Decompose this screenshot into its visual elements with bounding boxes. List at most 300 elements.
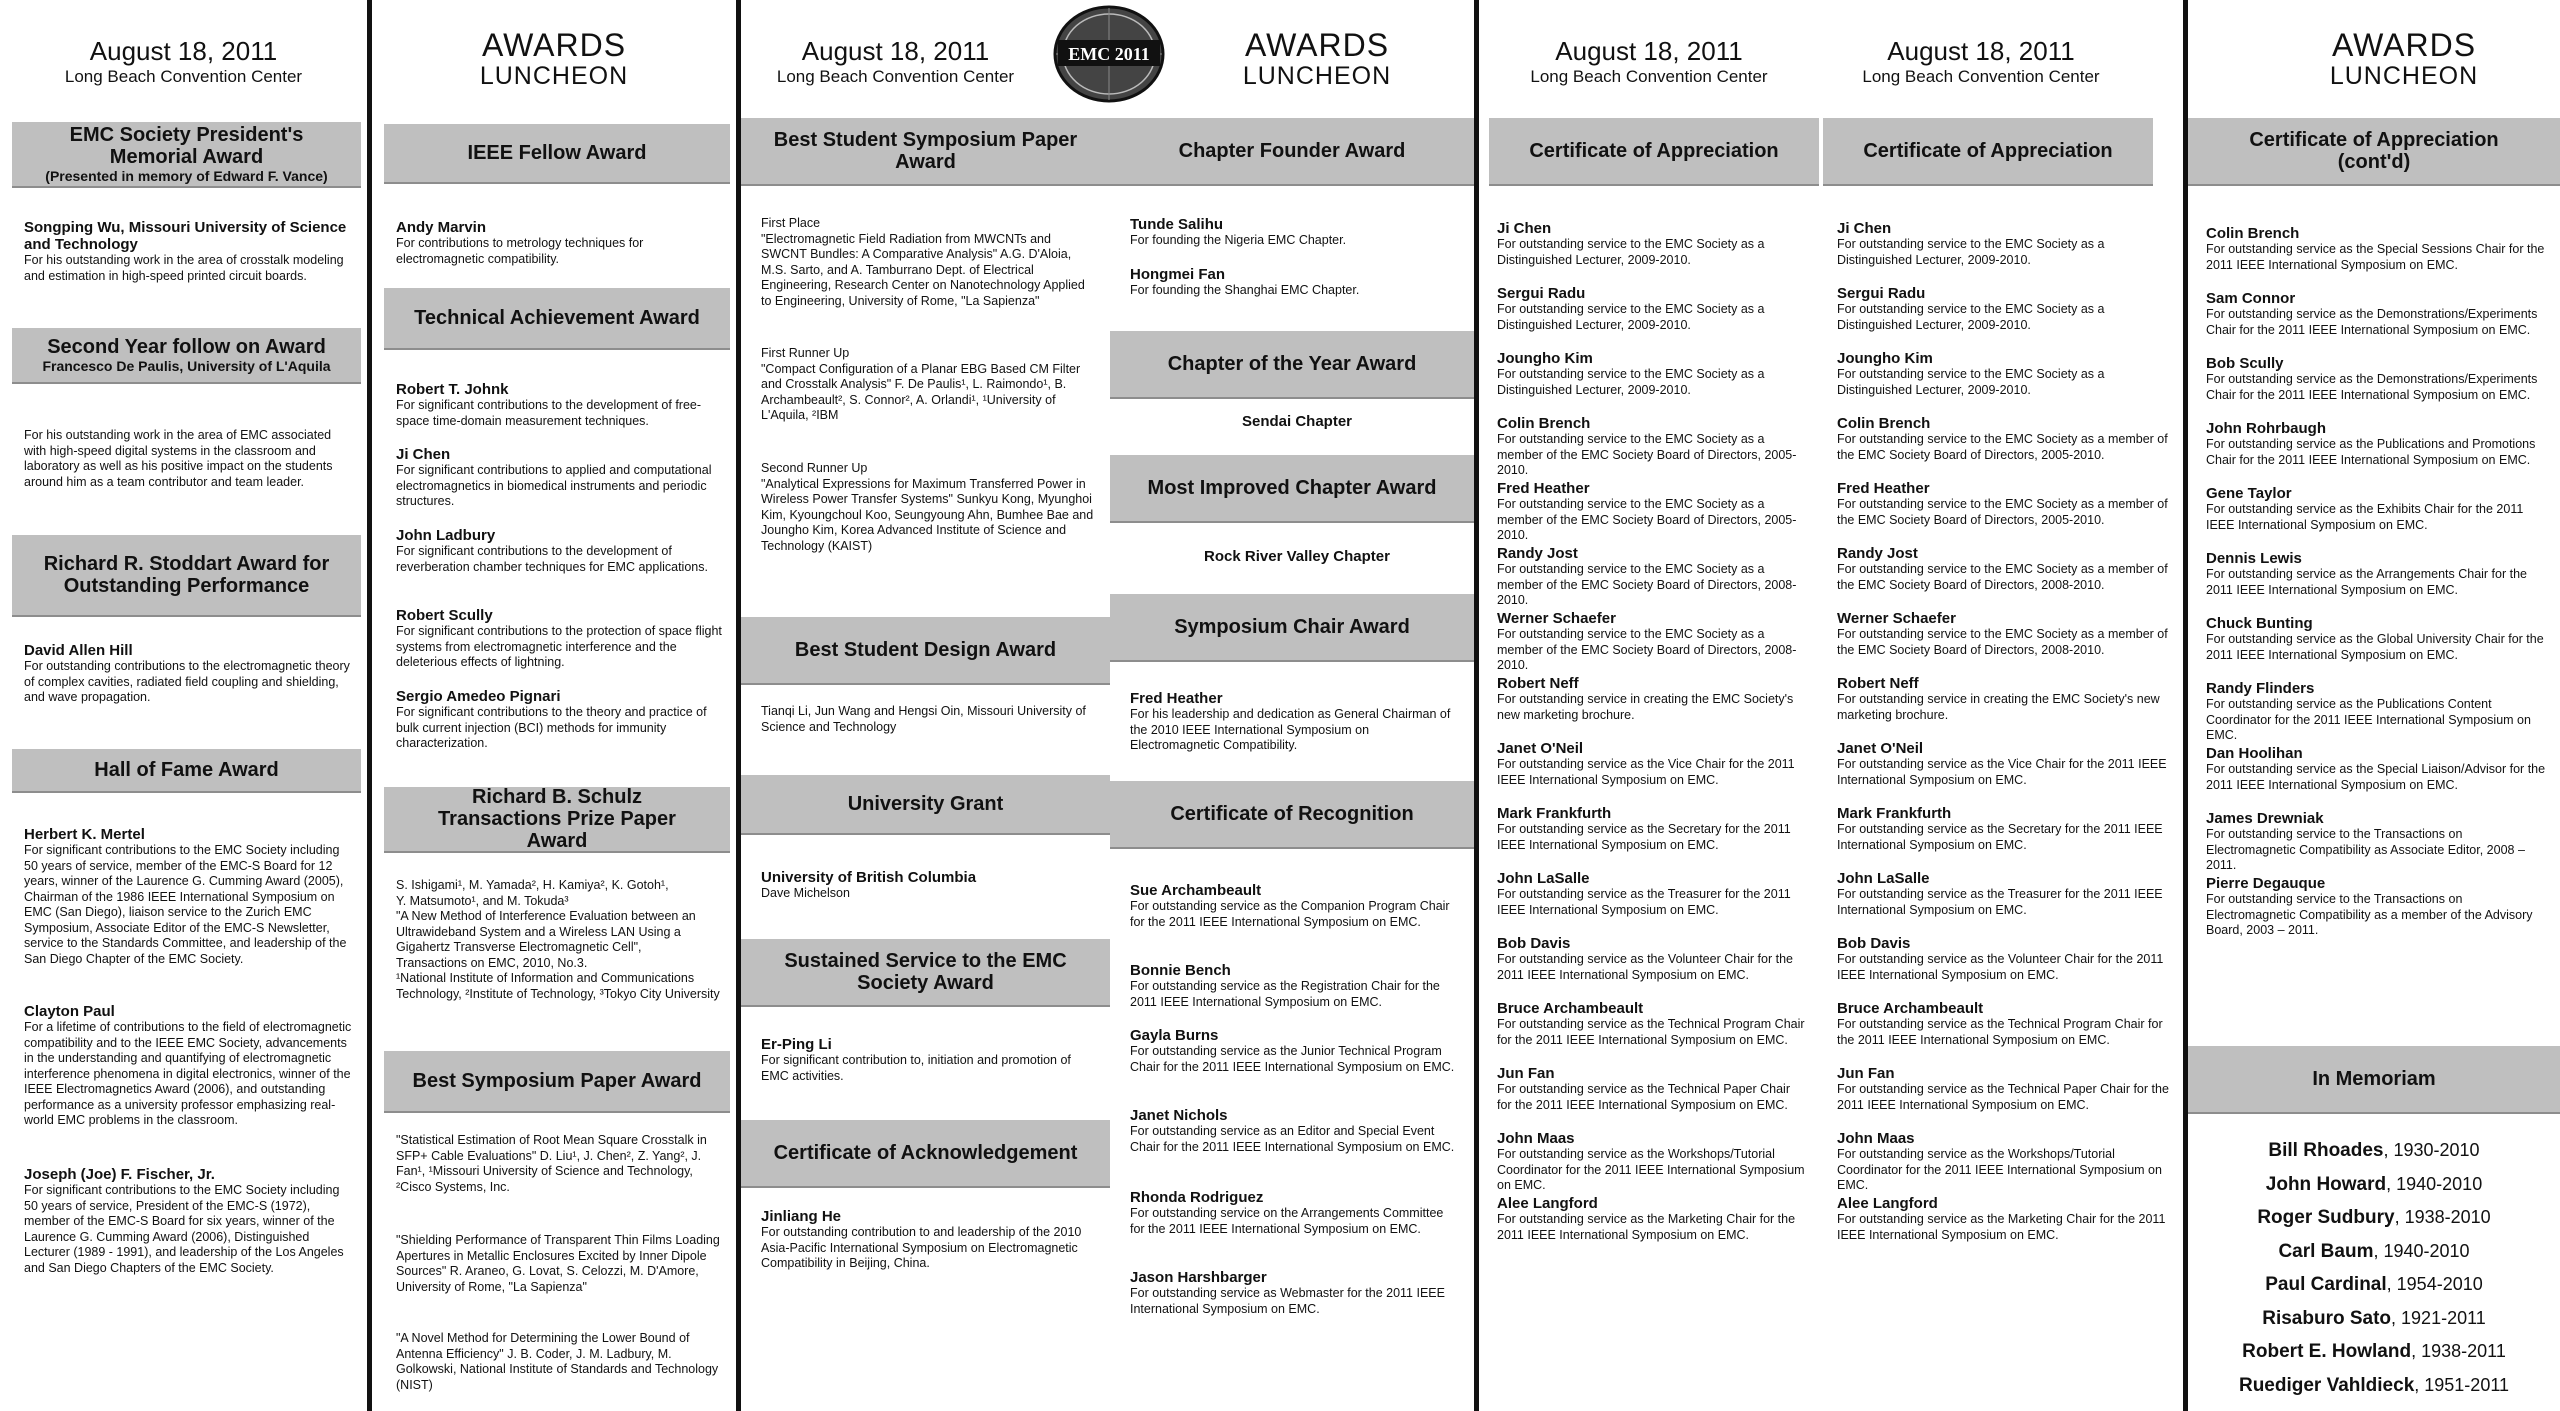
section-chapter-founder: [1110, 118, 1474, 184]
section-title: Certificate of Recognition: [1170, 803, 1414, 825]
awardee-name: Herbert K. Mertel: [24, 826, 145, 843]
memoriam-name: Ruediger Vahldieck: [2238, 1374, 2415, 1396]
award-citation: For outstanding service as the Special Liaison/Advisor for the 2011 IEEE International Symposium on EMC.: [2206, 762, 2546, 792]
awardee-name: Janet Nichols: [1130, 1107, 1228, 1124]
award-citation: For outstanding service on the Arrangements Committee for the 2011 IEEE International Symposium on EMC.: [1130, 1206, 1444, 1236]
award-citation: For significant contributions to the EMC Society including 50 years of service, President of the EMC-S (1972), member of the EMC-S Board for six years, winner of the Laurence G. Cumming Award (2006), Distinguished Lecturer (1989 - 1991), and leadership of the Los Angeles and San Diego Chapters of the EMC Society.: [24, 1183, 344, 1275]
paper-line: ¹National Institute of Information and Communications Technology, ²Institute of Technology, ³Tokyo City University: [396, 971, 720, 1001]
award-entry: [761, 1036, 1096, 1084]
section-symposium-chair: [1110, 594, 1474, 660]
paper-citation: "Analytical Expressions for Maximum Transferred Power in Wireless Power Transfer Systems" Sunkyu Kong, Myunghoi Kim, Kyoungchoul Koo, Seungyoung Ahn, Bumhee Bae and Joungho Kim, Korea Advanced Institute of Science and Technology (KAIST): [761, 476, 1094, 553]
award-citation: For outstanding service as the Workshops/Tutorial Coordinator for the 2011 IEEE International Symposium on EMC.: [1837, 1147, 2162, 1192]
awardee-name: Werner Schaefer: [1837, 610, 1956, 627]
section-title: Hall of Fame Award: [94, 759, 279, 781]
section-appreciation: [1489, 118, 1819, 184]
award-entry: [2206, 485, 2546, 533]
award-citation: For outstanding service as the Treasurer for the 2011 IEEE International Symposium on EMC.: [1497, 887, 1791, 917]
memoriam-name: Risaburo Sato: [2262, 1307, 2392, 1329]
award-citation: For outstanding service to the EMC Society as a member of the EMC Society Board of Directors, 2005-2010.: [1497, 497, 1797, 542]
award-entry: [396, 1331, 722, 1393]
section-ieee-fellow: [384, 124, 730, 182]
section-title: Second Year follow on Award: [47, 336, 326, 358]
awardee-name: Sergio Amedeo Pignari: [396, 688, 561, 705]
award-entry: [1837, 415, 2169, 463]
section-subtitle: Francesco De Paulis, University of L'Aquila: [42, 358, 331, 374]
award-citation: For outstanding service as the Secretary for the 2011 IEEE International Symposium on EMC.: [1837, 822, 2163, 852]
section-title: Symposium Chair Award: [1174, 616, 1410, 638]
award-citation: For significant contributions to the protection of space flight systems from electromagnetic interference and the deleterious effects of lightning.: [396, 624, 722, 669]
awardee-name: Robert T. Johnk: [396, 381, 509, 398]
placement-label: First Runner Up: [761, 346, 850, 360]
memoriam-name: Robert E. Howland: [2242, 1341, 2412, 1362]
award-entry: [1130, 1189, 1460, 1237]
award-entry: [1837, 1000, 2169, 1048]
award-entry: [1837, 610, 2169, 658]
award-citation: For outstanding service to the EMC Society as a Distinguished Lecturer, 2009-2010.: [1837, 302, 2105, 332]
panel-col5: [1479, 0, 1819, 1411]
awardee-name: Rhonda Rodriguez: [1130, 1189, 1264, 1206]
award-entry: [761, 346, 1096, 424]
award-entry: [1837, 805, 2169, 853]
award-citation: For outstanding service as the Treasurer for the 2011 IEEE International Symposium on EMC.: [1837, 887, 2163, 917]
award-entry: [2206, 680, 2546, 744]
award-citation: For his outstanding work in the area of EMC associated with high-speed digital systems in the classroom and laboratory as well as his positive impact on the students around him as a team contributor and team leader.: [24, 428, 333, 489]
section-recognition: [1110, 781, 1474, 847]
award-entry: [1837, 935, 2169, 983]
panel-col7: [2188, 0, 2560, 1411]
awardee-name: Er-Ping Li: [761, 1036, 832, 1053]
section-title: Best Symposium Paper Award: [412, 1070, 702, 1092]
section-acknowledgement: [741, 1120, 1110, 1186]
awardee-name: Sue Archambeault: [1130, 882, 1262, 899]
award-entry: [2206, 290, 2546, 338]
award-entry: [24, 642, 353, 706]
section-best-student-design: [741, 617, 1110, 683]
award-citation: For founding the Nigeria EMC Chapter.: [1130, 233, 1347, 247]
award-citation: For outstanding service as the Technical Program Chair for the 2011 IEEE International Symposium on EMC.: [1497, 1017, 1805, 1047]
section-title: Chapter of the Year Award: [1167, 353, 1417, 375]
award-entry: [24, 1003, 353, 1129]
award-entry: [761, 461, 1096, 554]
section-second-year-award: [12, 328, 361, 382]
awardee-name: University of British Columbia: [761, 869, 977, 886]
awardee-name: Joungho Kim: [1497, 350, 1593, 367]
awardee-name: John LaSalle: [1837, 870, 1930, 887]
award-citation: For outstanding service as the Demonstrations/Experiments Chair for the 2011 IEEE International Symposium on EMC.: [2206, 372, 2538, 402]
award-citation: For outstanding service to the EMC Society as a member of the EMC Society Board of Directors, 2008-2010.: [1497, 562, 1797, 607]
award-citation: For outstanding service as the Technical Paper Chair for the 2011 IEEE International Symposium on EMC.: [1497, 1082, 1790, 1112]
awardee-name: Sergui Radu: [1837, 285, 1926, 302]
section-title: EMC Society President's Memorial Award: [69, 124, 304, 168]
chapter-name: Sendai Chapter: [1241, 413, 1353, 430]
event-location: Long Beach Convention Center: [776, 67, 1015, 86]
awardee-name: Jinliang He: [761, 1208, 842, 1225]
event-date: August 18, 2011: [1887, 36, 2075, 66]
awardee-name: John Rohrbaugh: [2206, 420, 2326, 437]
section-appreciation-contd: [2188, 118, 2560, 184]
section-title: Certificate of Acknowledgement: [773, 1142, 1078, 1164]
section-title: Certificate of Appreciation: [1529, 140, 1779, 162]
award-citation: For outstanding service as Webmaster for the 2011 IEEE International Symposium on EMC.: [1130, 1286, 1445, 1316]
award-citation: For outstanding service to the EMC Society as a member of the EMC Society Board of Directors, 2005-2010.: [1497, 432, 1797, 477]
paper-line: S. Ishigami¹, M. Yamada², H. Kamiya², K. Gotoh¹,: [396, 878, 669, 892]
event-date: August 18, 2011: [801, 36, 990, 66]
chapter-name: Rock River Valley Chapter: [1204, 548, 1390, 565]
event-location: Long Beach Convention Center: [1530, 67, 1768, 86]
section-title: Richard R. Stoddart Award for Outstanding Performance: [43, 553, 330, 597]
panel-col1: [0, 0, 367, 1411]
award-citation: For outstanding service to the EMC Society as a Distinguished Lecturer, 2009-2010.: [1497, 302, 1765, 332]
section-title: Best Student Design Award: [794, 639, 1057, 661]
award-citation: For outstanding service as the Secretary for the 2011 IEEE International Symposium on EMC.: [1497, 822, 1791, 852]
award-citation: For significant contributions to the development of free-space time-domain measurement techniques.: [396, 398, 702, 428]
section-title: University Grant: [847, 793, 1004, 815]
section-subtitle: (Presented in memory of Edward F. Vance): [45, 168, 328, 184]
memoriam-name: John Howard: [2265, 1173, 2387, 1195]
awardee-name: Colin Brench: [1837, 415, 1931, 432]
memoriam-years: , 1930-2010: [2383, 1140, 2480, 1160]
section-best-student-paper: [741, 118, 1110, 184]
award-entry: [1497, 220, 1805, 268]
award-entry: [1497, 285, 1805, 333]
award-citation: For significant contributions to the theory and practice of bulk current injection (BCI) methods for immunity characterization.: [396, 705, 707, 750]
awardee-name: Janet O'Neil: [1497, 740, 1584, 757]
section-presidents-award: [12, 122, 361, 186]
award-entry: [396, 688, 722, 752]
panel-header: [1160, 0, 1474, 112]
event-location: Long Beach Convention Center: [1862, 67, 2100, 86]
panel-col2: [372, 0, 736, 1411]
award-entry: [1497, 480, 1805, 544]
award-entry: [2206, 420, 2546, 468]
memoriam-row: [2188, 1268, 2560, 1302]
luncheon-heading: LUNCHEON: [1242, 62, 1392, 90]
event-date: August 18, 2011: [89, 36, 278, 66]
award-entry: [1497, 545, 1805, 609]
section-title: Richard B. Schulz Transactions Prize Paper Award: [438, 786, 676, 852]
award-entry: [1130, 1107, 1460, 1155]
section-in-memoriam: [2188, 1046, 2560, 1112]
award-citation: For contributions to metrology techniques for electromagnetic compatibility.: [396, 236, 644, 266]
awardee-name: Jun Fan: [1497, 1065, 1555, 1082]
awardee-name: Ji Chen: [1497, 220, 1552, 237]
awardee-name: Alee Langford: [1837, 1195, 1938, 1212]
awardee-name: Chuck Bunting: [2206, 615, 2313, 632]
award-entry: [2206, 745, 2546, 793]
award-entry: [2206, 810, 2546, 874]
award-citation: For outstanding service as the Registration Chair for the 2011 IEEE International Symposium on EMC.: [1130, 979, 1440, 1009]
awardee-name: Bruce Archambeault: [1497, 1000, 1644, 1017]
awardee-name: Tunde Salihu: [1130, 216, 1224, 233]
awardee-name: Hongmei Fan: [1130, 266, 1226, 283]
award-citation: For outstanding service as the Demonstrations/Experiments Chair for the 2011 IEEE International Symposium on EMC.: [2206, 307, 2538, 337]
award-entry: [2206, 875, 2546, 939]
award-citation: Tianqi Li, Jun Wang and Hengsi Oin, Missouri University of Science and Technology: [761, 704, 1086, 734]
section-title: Sustained Service to the EMC Society Award: [784, 950, 1067, 994]
award-entry: [761, 869, 1096, 902]
event-location: Long Beach Convention Center: [64, 67, 303, 86]
memoriam-name: Roger Sudbury: [2257, 1207, 2395, 1228]
paper-line: "A New Method of Interference Evaluation between an Ultrawideband System and a Wireless LAN Using a Gigahertz Transverse Electromagnetic Cell",: [396, 909, 696, 954]
award-entry: [396, 878, 722, 1002]
awardee-name: Sergui Radu: [1497, 285, 1586, 302]
awardee-name: James Drewniak: [2206, 810, 2324, 827]
award-entry: [1130, 962, 1460, 1010]
award-entry: [1130, 882, 1460, 930]
award-entry: [1497, 675, 1805, 723]
award-entry: [2206, 615, 2546, 663]
luncheon-heading: LUNCHEON: [479, 62, 629, 90]
award-entry: [396, 219, 722, 267]
award-citation: For a lifetime of contributions to the field of electromagnetic compatibility and to the IEEE EMC Society, advancements in the understanding and quantifying of electromagnetic interference phenomena in digital electronics, winner of the IEEE Electromagnetics Award (2006), and outstanding performance as a university professor emphasizing real-world EMC problems in the classroom.: [24, 1020, 352, 1127]
section-best-symposium-paper: [384, 1051, 730, 1111]
awardee-name: Songping Wu, Missouri University of Science and Technology: [24, 219, 347, 253]
award-citation: For outstanding service to the EMC Society as a member of the EMC Society Board of Directors, 2008-2010.: [1837, 562, 2168, 592]
award-entry: [1497, 1065, 1805, 1113]
memoriam-names: [2188, 1134, 2560, 1402]
award-entry: [1497, 415, 1805, 479]
awardee-name: Joseph (Joe) F. Fischer, Jr.: [24, 1166, 215, 1183]
panel-header: [2248, 0, 2560, 112]
awardee-name: Joungho Kim: [1837, 350, 1933, 367]
awardee-name: Pierre Degauque: [2206, 875, 2326, 892]
section-appreciation: [1823, 118, 2153, 184]
award-citation: For outstanding service as the Publications Content Coordinator for the 2011 IEEE International Symposium on EMC.: [2206, 697, 2531, 742]
awardee-name: Clayton Paul: [24, 1003, 115, 1020]
award-citation: For his leadership and dedication as General Chairman of the 2010 IEEE International Symposium on Electromagnetic Compatibility.: [1130, 707, 1451, 752]
award-entry: [1130, 690, 1460, 754]
award-entry: [1497, 350, 1805, 398]
award-entry: [1497, 1000, 1805, 1048]
section-title: Most Improved Chapter Award: [1147, 477, 1437, 499]
section-title: Certificate of Appreciation: [1863, 140, 2113, 162]
section-chapter-of-year: [1110, 331, 1474, 397]
award-entry: [1837, 870, 2169, 918]
award-entry: [1837, 350, 2169, 398]
awardee-name: Mark Frankfurth: [1837, 805, 1952, 822]
award-entry: [1837, 1065, 2169, 1113]
award-citation: For outstanding service to the EMC Society as a Distinguished Lecturer, 2009-2010.: [1837, 237, 2105, 267]
awardee-name: Janet O'Neil: [1837, 740, 1924, 757]
award-citation: For outstanding service as the Arrangements Chair for the 2011 IEEE International Symposium on EMC.: [2206, 567, 2527, 597]
memoriam-name: Carl Baum: [2278, 1240, 2374, 1262]
panel-header: [741, 0, 1050, 112]
event-date: August 18, 2011: [1555, 36, 1743, 66]
awards-heading: AWARDS: [1244, 27, 1390, 63]
awardee-name: Gene Taylor: [2206, 485, 2292, 502]
awardee-name: Mark Frankfurth: [1497, 805, 1612, 822]
award-citation: For outstanding service as the Vice Chair for the 2011 IEEE International Symposium on EMC.: [1837, 757, 2167, 787]
section-sustained-service: [741, 939, 1110, 1005]
awardee-name: John Ladbury: [396, 527, 496, 544]
award-entry: [1130, 1027, 1460, 1075]
award-citation: For outstanding service as the Vice Chair for the 2011 IEEE International Symposium on EMC.: [1497, 757, 1795, 787]
award-entry: [1497, 805, 1805, 853]
award-citation: For outstanding service as the Workshops/Tutorial Coordinator for the 2011 IEEE International Symposium on EMC.: [1497, 1147, 1805, 1192]
award-citation: For founding the Shanghai EMC Chapter.: [1130, 283, 1360, 297]
award-entry: [1497, 935, 1805, 983]
award-citation: For significant contribution to, initiation and promotion of EMC activities.: [761, 1053, 1071, 1083]
award-citation: For outstanding service to the Transactions on Electromagnetic Compatibility as Associate Editor, 2008 – 2011.: [2206, 827, 2525, 872]
awardee-name: Gayla Burns: [1130, 1027, 1219, 1044]
award-entry: [2206, 550, 2546, 598]
placement-label: First Place: [761, 216, 821, 230]
section-hall-of-fame: [12, 749, 361, 791]
award-citation: For outstanding service to the EMC Society as a Distinguished Lecturer, 2009-2010.: [1837, 367, 2105, 397]
awardee-name: Randy Jost: [1497, 545, 1578, 562]
award-entry: [396, 446, 722, 510]
award-entry: [1497, 740, 1805, 788]
award-citation: For his outstanding work in the area of crosstalk modeling and estimation in high-speed printed circuit boards.: [24, 253, 344, 283]
section-technical-achievement: [384, 288, 730, 348]
memoriam-years: , 1951-2011: [2414, 1374, 2510, 1395]
awardee-name: Colin Brench: [1497, 415, 1591, 432]
award-citation: For outstanding service as the Junior Technical Program Chair for the 2011 IEEE International Symposium on EMC.: [1130, 1044, 1455, 1074]
award-citation: For outstanding service in creating the EMC Society's new marketing brochure.: [1837, 692, 2160, 722]
paper-citation: "Shielding Performance of Transparent Thin Films Loading Apertures in Metallic Enclosures Excited by Inner Dipole Sources" R. Araneo, G. Lovat, S. Celozzi, M. D'Amore, University of Rome, "La Sapienza": [396, 1233, 720, 1294]
memoriam-row: [2188, 1369, 2560, 1403]
award-entry: [396, 1133, 722, 1195]
panel-header: [1819, 0, 2143, 112]
award-citation: For outstanding service to the EMC Society as a member of the EMC Society Board of Directors, 2005-2010.: [1837, 497, 2168, 527]
award-citation: For outstanding service as the Volunteer Chair for the 2011 IEEE International Symposium on EMC.: [1837, 952, 2164, 982]
memoriam-years: , 1954-2010: [2386, 1274, 2483, 1294]
award-citation: For outstanding service as the Companion Program Chair for the 2011 IEEE International Symposium on EMC.: [1130, 899, 1450, 929]
awardee-name: John LaSalle: [1497, 870, 1590, 887]
awardee-name: Dennis Lewis: [2206, 550, 2302, 567]
paper-citation: "Statistical Estimation of Root Mean Square Crosstalk in SFP+ Cable Evaluations" D. Liu¹, J. Chen², Z. Yang², J. Fan¹, ¹Missouri University of Science and Technology, ²Cisco Systems, Inc.: [396, 1133, 707, 1194]
section-title: Certificate of Appreciation (cont'd): [2249, 129, 2499, 173]
awardee-name: Alee Langford: [1497, 1195, 1598, 1212]
memoriam-row: [2188, 1302, 2560, 1336]
awardee-name: Ji Chen: [396, 446, 451, 463]
memoriam-row: [2188, 1168, 2560, 1202]
award-entry: [1837, 480, 2169, 528]
section-title: Chapter Founder Award: [1178, 140, 1406, 162]
awardee-name: Bob Scully: [2206, 355, 2284, 372]
award-entry: [1837, 740, 2169, 788]
award-entry: [1130, 1269, 1460, 1317]
award-entry: [761, 704, 1096, 735]
award-citation: For outstanding service as an Editor and Special Event Chair for the 2011 IEEE International Symposium on EMC.: [1130, 1124, 1455, 1154]
placement-label: Second Runner Up: [761, 461, 868, 475]
section-most-improved: [1110, 455, 1474, 521]
panel-header: [0, 0, 367, 112]
award-citation: For outstanding service to the EMC Society as a member of the EMC Society Board of Directors, 2005-2010.: [1837, 432, 2168, 462]
awardee-name: Bruce Archambeault: [1837, 1000, 1984, 1017]
memoriam-row: [2188, 1335, 2560, 1369]
award-entry: [396, 1233, 722, 1295]
awardee-name: Fred Heather: [1837, 480, 1930, 497]
award-citation: For outstanding service to the EMC Society as a member of the EMC Society Board of Directors, 2008-2010.: [1837, 627, 2168, 657]
award-entry: [2206, 225, 2546, 273]
memoriam-name: Bill Rhoades: [2268, 1140, 2384, 1161]
paper-line: Y. Matsumoto¹, and M. Tokuda³: [396, 893, 569, 908]
award-citation: For outstanding service to the EMC Society as a Distinguished Lecturer, 2009-2010.: [1497, 367, 1765, 397]
award-entry: [2206, 355, 2546, 403]
awardee-name: Fred Heather: [1130, 690, 1223, 707]
section-stoddart-award: [12, 535, 361, 615]
award-citation: For outstanding service as the Exhibits Chair for the 2011 IEEE International Symposium on EMC.: [2206, 502, 2524, 532]
award-entry: [396, 381, 722, 429]
award-citation: For outstanding service to the EMC Society as a member of the EMC Society Board of Directors, 2008-2010.: [1497, 627, 1797, 672]
award-citation: For outstanding service as the Technical Paper Chair for the 2011 IEEE International Symposium on EMC.: [1837, 1082, 2169, 1112]
panel-col3: [741, 0, 1110, 1411]
award-entry: [1497, 610, 1805, 674]
award-citation: For outstanding service as the Publications and Promotions Chair for the 2011 IEEE International Symposium on EMC.: [2206, 437, 2536, 467]
award-citation: For outstanding service as the Marketing Chair for the 2011 IEEE International Symposium on EMC.: [1497, 1212, 1796, 1242]
award-entry: [1497, 1195, 1805, 1243]
memoriam-years: , 1938-2011: [2411, 1341, 2506, 1361]
award-entry: [1837, 675, 2169, 723]
award-entry: [1130, 216, 1460, 249]
award-citation: For outstanding service as the Marketing Chair for the 2011 IEEE International Symposium on EMC.: [1837, 1212, 2166, 1242]
award-citation: For outstanding contribution to and leadership of the 2010 Asia-Pacific International Symposium on Electromagnetic Compatibility in Beijing, China.: [761, 1225, 1082, 1270]
logo-text: EMC 2011: [1068, 44, 1150, 64]
award-entry: [396, 527, 722, 575]
awardee-name: Robert Neff: [1837, 675, 1919, 692]
award-citation: For outstanding service as the Technical Program Chair for the 2011 IEEE International Symposium on EMC.: [1837, 1017, 2163, 1047]
section-title: Best Student Symposium Paper Award: [773, 129, 1078, 173]
awardee-name: David Allen Hill: [24, 642, 133, 659]
award-entry: [1130, 266, 1460, 299]
awardee-name: Fred Heather: [1497, 480, 1590, 497]
awardee-name: Sam Connor: [2206, 290, 2296, 307]
award-citation: For outstanding service as the Global University Chair for the 2011 IEEE International Symposium on EMC.: [2206, 632, 2544, 662]
memoriam-row: [2188, 1235, 2560, 1269]
award-entry: [396, 607, 722, 671]
awardee-name: Randy Flinders: [2206, 680, 2315, 697]
paper-citation: "Compact Configuration of a Planar EBG Based CM Filter and Crosstalk Analysis" F. De Paulis¹, L. Raimondo¹, B. Archambeault², S. Connor², A. Orlandi¹, ¹University of L'Aquila, ²IBM: [761, 361, 1081, 422]
awardee-name: Werner Schaefer: [1497, 610, 1616, 627]
award-entry: [24, 219, 353, 284]
memoriam-row: [2188, 1134, 2560, 1168]
award-entry: [1497, 870, 1805, 918]
section-university-grant: [741, 775, 1110, 833]
award-entry: [1837, 285, 2169, 333]
award-citation: For significant contributions to the EMC Society including 50 years of service, member of the EMC-S Board for 12 years, winner of the Laurence G. Cumming Award (2005), Chairman of the 1986 IEEE International Symposium on EMC (San Diego), liaison service to the Zurich EMC Symposium, Associate Editor of the EMC-S Newsletter, service to the Standards Committee, and leadership of the San Diego Chapter of the EMC Society.: [24, 843, 347, 966]
award-entry: [1837, 545, 2169, 593]
panel-header: [1479, 0, 1819, 112]
award-entry: [24, 1166, 353, 1276]
awardee-name: Ji Chen: [1837, 220, 1892, 237]
awardee-name: Robert Scully: [396, 607, 493, 624]
award-entry: [1837, 220, 2169, 268]
luncheon-heading: LUNCHEON: [2329, 62, 2479, 90]
memoriam-years: , 1938-2010: [2394, 1207, 2491, 1227]
award-entry: [761, 216, 1096, 309]
panel-col4: [1110, 0, 1474, 1411]
panel-header: [372, 0, 736, 112]
section-title: Technical Achievement Award: [414, 307, 700, 329]
award-entry: [1837, 1195, 2169, 1243]
award-citation: For outstanding service as the Volunteer Chair for the 2011 IEEE International Symposium on EMC.: [1497, 952, 1793, 982]
award-citation: For outstanding service in creating the EMC Society's new marketing brochure.: [1497, 692, 1794, 722]
award-citation: For outstanding service to the EMC Society as a Distinguished Lecturer, 2009-2010.: [1497, 237, 1765, 267]
awardee-name: Jun Fan: [1837, 1065, 1895, 1082]
award-entry: [761, 1208, 1096, 1272]
awardee-name: Bonnie Bench: [1130, 962, 1231, 979]
awardee-name: Bob Davis: [1497, 935, 1571, 952]
award-citation: For significant contributions to the development of reverberation chamber techniques for EMC applications.: [396, 544, 708, 574]
awardee-name: Randy Jost: [1837, 545, 1918, 562]
section-title: IEEE Fellow Award: [467, 142, 647, 164]
memoriam-row: [2188, 1201, 2560, 1235]
section-title: In Memoriam: [2312, 1068, 2436, 1090]
award-entry: [24, 428, 353, 490]
award-citation: For outstanding contributions to the electromagnetic theory of complex cavities, radiated field coupling and shielding, and wave propagation.: [24, 659, 350, 704]
awardee-name: Jason Harshbarger: [1130, 1269, 1267, 1286]
